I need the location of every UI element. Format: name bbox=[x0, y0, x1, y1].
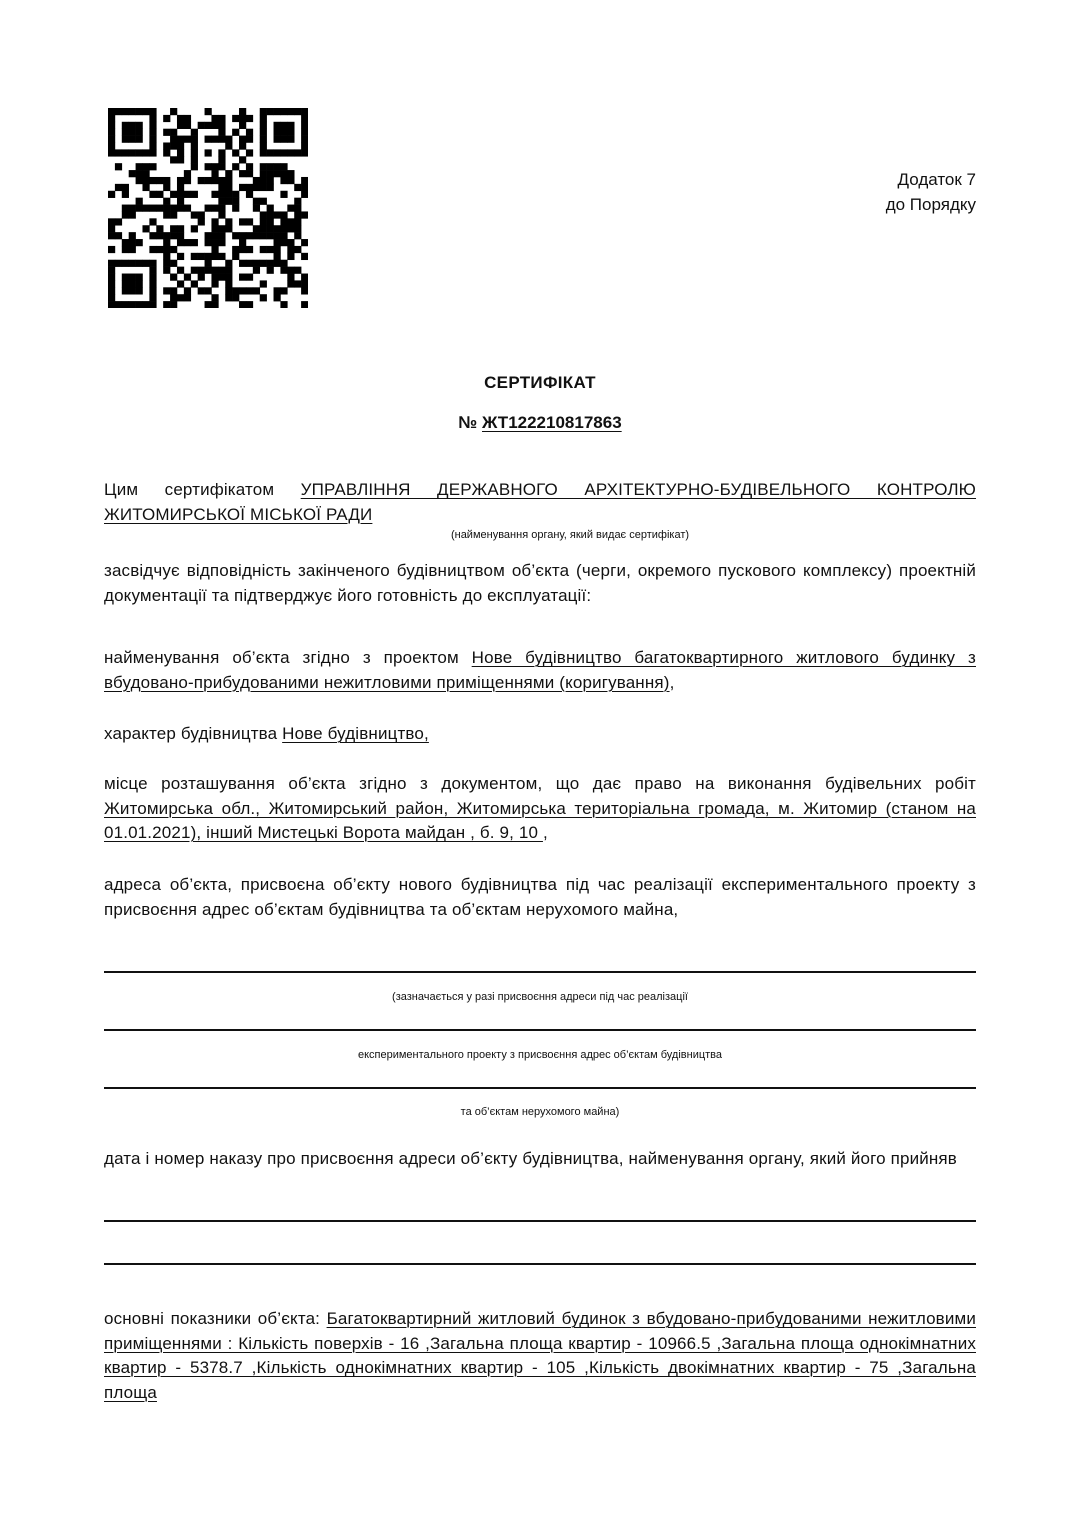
location-lead: місце розташування об’єкта згідно з документом, що дає право на виконання будівельних робіт bbox=[104, 774, 976, 793]
statement-paragraph: засвідчує відповідність закінченого будівництвом об’єкта (черги, окремого пускового комплексу) проектній документації та підтверджує його готовність до експлуатації: bbox=[104, 561, 976, 605]
object-name-value: Нове будівництво багатоквартирного житлового будинку з вбудовано-прибудованими нежитловими приміщеннями (коригування) bbox=[104, 648, 976, 692]
location-paragraph bbox=[104, 772, 976, 846]
object-name-tail: , bbox=[669, 672, 675, 692]
issuer-paragraph bbox=[104, 478, 976, 527]
issuer-lead: Цим сертифікатом bbox=[104, 480, 301, 499]
location-value: Житомирська обл., Житомирський район, Житомирська територіальна громада, м. Житомир (станом на 01.01.2021), інший Мистецькі Ворота майдан , б. 9, 10 bbox=[104, 798, 976, 842]
issuer-caption: (найменування органу, який видає сертифікат) bbox=[450, 529, 690, 541]
certificate-number: ЖТ122210817863 bbox=[482, 413, 622, 432]
appendix-line-2: до Порядку bbox=[885, 195, 976, 214]
certificate-title: СЕРТИФІКАТ bbox=[484, 373, 596, 392]
address-caption-3: та об’єктам нерухомого майна) bbox=[460, 1106, 620, 1118]
construction-type-lead: характер будівництва bbox=[104, 724, 283, 743]
order-line-2 bbox=[104, 1263, 976, 1265]
location-tail: , bbox=[542, 823, 548, 842]
indicators-value: Багатоквартирний житловий будинок з вбудовано-прибудованими нежитловими приміщеннями : Кількість поверхів - 16 ,Загальна площа квартир - 10966.5 ,Загальна площа однокімнатних квартир - 5378.7 ,Кількість однокімнатних квартир - 105 ,Кількість двокімнатних квартир - 75 ,Загальна площа bbox=[104, 1309, 976, 1402]
order-paragraph: дата і номер наказу про присвоєння адреси об’єкту будівництва, найменування органу, який його прийняв bbox=[104, 1149, 957, 1168]
address-line-1 bbox=[104, 971, 976, 973]
order-line-1 bbox=[104, 1220, 976, 1222]
address-caption-2: експериментального проекту з присвоєння адрес об’єктам будівництва bbox=[357, 1049, 723, 1061]
construction-type-value: Нове будівництво, bbox=[282, 724, 429, 743]
object-name-lead: найменування об’єкта згідно з проектом bbox=[104, 648, 472, 667]
construction-type-paragraph bbox=[104, 722, 976, 747]
address-caption-1: (зазначається у разі присвоєння адреси під час реалізації bbox=[392, 991, 688, 1003]
address-line-3 bbox=[104, 1087, 976, 1089]
appendix-line-1: Додаток 7 bbox=[897, 170, 976, 189]
number-prefix: № bbox=[458, 413, 483, 432]
address-line-2 bbox=[104, 1029, 976, 1031]
address-paragraph: адреса об’єкта, присвоєна об’єкту нового будівництва під час реалізації експериментального проекту з присвоєння адрес об’єктам будівництва та об’єктам нерухомого майна, bbox=[104, 875, 976, 919]
appendix-reference bbox=[886, 167, 976, 217]
issuer-name: УПРАВЛІННЯ ДЕРЖАВНОГО АРХІТЕКТУРНО-БУДІВЕЛЬНОГО КОНТРОЛЮ ЖИТОМИРСЬКОЇ МІСЬКОЇ РАДИ bbox=[104, 480, 977, 524]
object-name-paragraph bbox=[104, 646, 976, 695]
indicators-paragraph bbox=[104, 1307, 976, 1405]
certificate-number-line bbox=[0, 413, 1080, 433]
qr-code bbox=[108, 108, 308, 308]
indicators-lead: основні показники об’єкта: bbox=[104, 1309, 327, 1328]
